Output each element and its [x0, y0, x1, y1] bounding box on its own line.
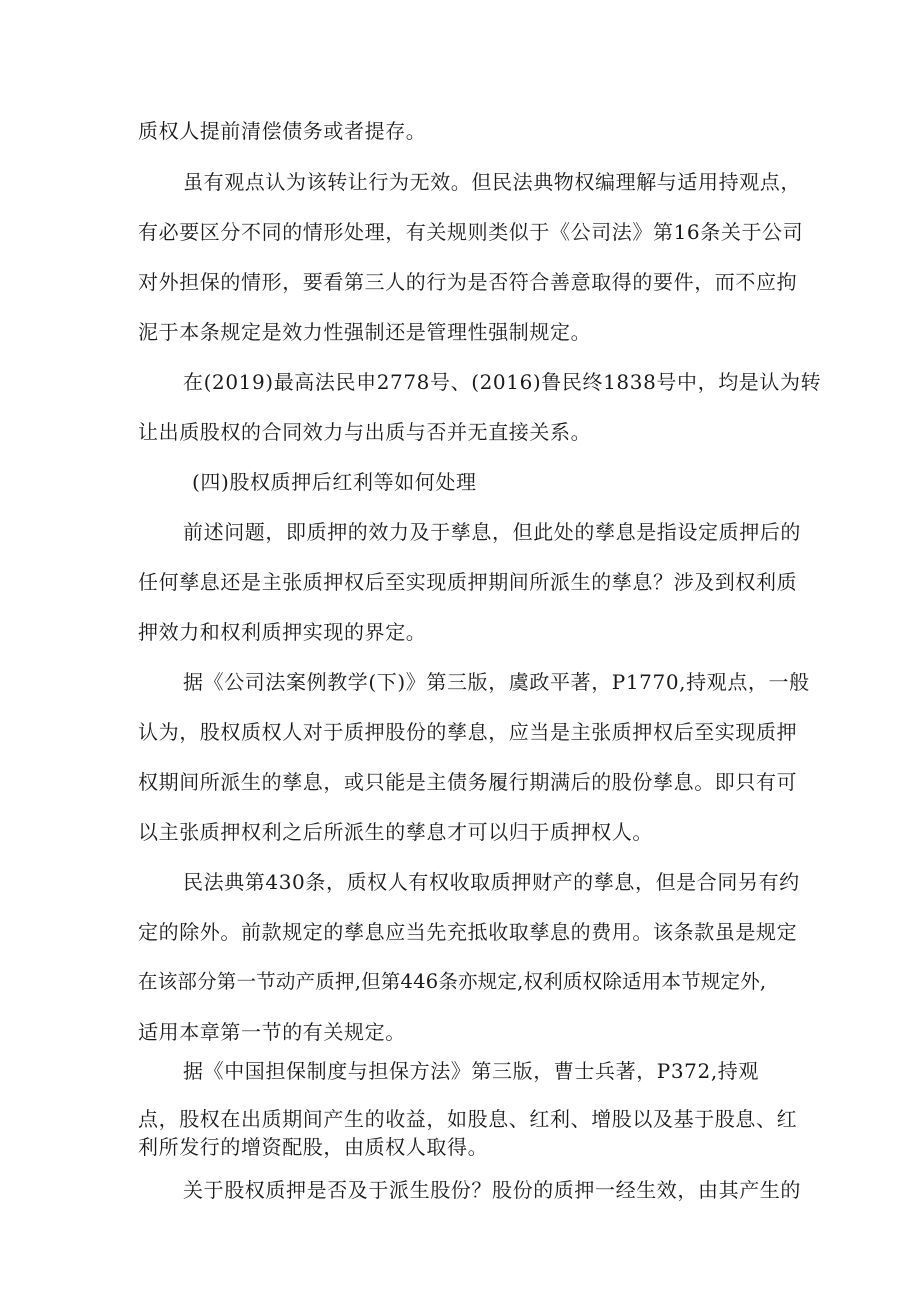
text-line-5: 泥于本条规定是效力性强制还是管理性强制规定。 — [138, 320, 592, 344]
text-line-11: 押效力和权利质押实现的界定。 — [138, 620, 427, 644]
text-line-3: 有必要区分不同的情形处理，有关规则类似于《公司法》第16条关于公司 — [138, 220, 804, 244]
text-line-12: 据《公司法案例教学(下)》第三版，虞政平著，P1770,持观点，一般 — [183, 670, 810, 694]
text-line-23: 关于股权质押是否及于派生股份？股份的质押一经生效，由其产生的 — [183, 1178, 801, 1202]
text-line-10: 任何孳息还是主张质押权后至实现质押期间所派生的孳息？涉及到权利质 — [138, 570, 798, 594]
text-line-2: 虽有观点认为该转让行为无效。但民法典物权编理解与适用持观点， — [183, 170, 801, 194]
text-line-7: 让出质股权的合同效力与出质与否并无直接关系。 — [138, 420, 592, 444]
text-line-21: 点，股权在出质期间产生的收益，如股息、红利、增股以及基于股息、红 — [138, 1107, 798, 1131]
text-line-19: 适用本章第一节的有关规定。 — [138, 1020, 406, 1044]
text-line-4: 对外担保的情形，要看第三人的行为是否符合善意取得的要件，而不应拘 — [138, 270, 798, 294]
text-line-16: 民法典第430条，质权人有权收取质押财产的孳息，但是合同另有约 — [183, 870, 800, 894]
text-line-22: 利所发行的增资配股，由质权人取得。 — [138, 1135, 489, 1159]
text-line-15: 以主张质押权利之后所派生的孳息才可以归于质押权人。 — [138, 820, 653, 844]
text-line-1: 质权人提前清偿债务或者提存。 — [138, 119, 427, 143]
text-line-9: 前述问题，即质押的效力及于孳息，但此处的孳息是指设定质押后的 — [183, 520, 801, 544]
text-line-17: 定的除外。前款规定的孳息应当先充抵收取孳息的费用。该条款虽是规定 — [138, 920, 798, 944]
text-line-6: 在(2019)最高法民申2778号、(2016)鲁民终1838号中，均是认为转 — [183, 370, 822, 394]
text-line-13: 认为，股权质权人对于质押股份的孳息，应当是主张质押权后至实现质押 — [138, 720, 798, 744]
text-line-14: 权期间所派生的孳息，或只能是主债务履行期满后的股份孳息。即只有可 — [138, 770, 798, 794]
section-heading: (四)股权质押后红利等如何处理 — [192, 470, 477, 494]
text-line-20: 据《中国担保制度与担保方法》第三版，曹士兵著，P372,持观 — [183, 1059, 759, 1083]
text-line-18: 在该部分第一节动产质押,但第446条亦规定,权利质权除适用本节规定外, — [138, 970, 767, 993]
